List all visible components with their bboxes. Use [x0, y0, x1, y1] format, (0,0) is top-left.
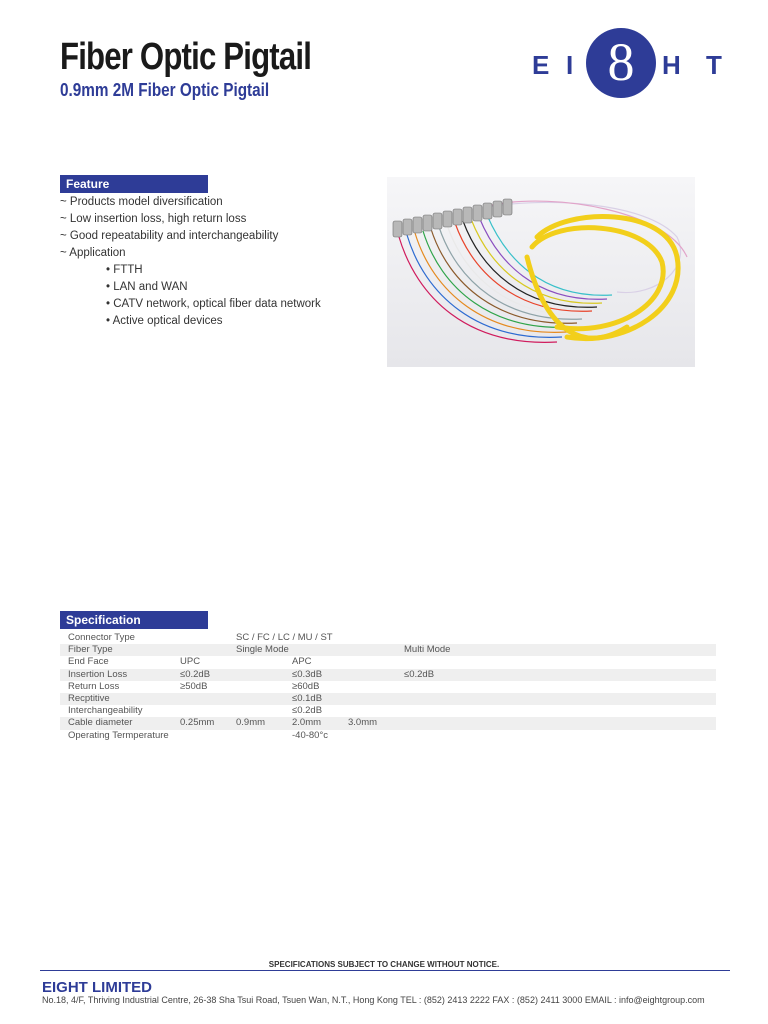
spec-cell: UPC	[180, 656, 201, 668]
spec-cell: APC	[292, 656, 312, 668]
company-name: EIGHT LIMITED	[42, 979, 152, 996]
spec-label: Interchangeability	[68, 705, 143, 717]
spec-label: Return Loss	[68, 680, 120, 692]
spec-cell: ≥60dB	[292, 680, 320, 692]
application-item: • Active optical devices	[106, 315, 223, 327]
spec-cell: ≤0.1dB	[292, 692, 323, 704]
table-row	[60, 632, 716, 644]
logo-letter-e: E	[532, 50, 550, 80]
footer-divider	[40, 970, 730, 971]
spec-cell: ≤0.2dB	[180, 668, 211, 680]
spec-label: Operating Termperature	[68, 729, 169, 741]
eight-logo	[530, 28, 730, 98]
spec-label: Recptitive	[68, 692, 110, 704]
table-row	[60, 693, 716, 705]
spec-cell: 0.9mm	[236, 717, 266, 729]
spec-cell: -40-80°c	[292, 729, 329, 741]
table-row	[60, 681, 716, 693]
spec-cell: 3.0mm	[348, 717, 378, 729]
table-row	[60, 669, 716, 681]
feature-item: ~ Application	[60, 247, 126, 259]
page-subtitle: 0.9mm 2M Fiber Optic Pigtail	[60, 80, 270, 100]
logo-letter-i: I	[566, 50, 574, 80]
logo-letter-h: H	[662, 50, 681, 80]
spec-cell: ≤0.3dB	[292, 668, 323, 680]
spec-cell: Single Mode	[236, 644, 289, 656]
table-row	[60, 644, 716, 656]
table-row	[60, 730, 716, 742]
feature-item: ~ Low insertion loss, high return loss	[60, 213, 247, 225]
spec-cell: ≤0.2dB	[404, 668, 435, 680]
spec-cell: ≤0.2dB	[292, 705, 323, 717]
table-row	[60, 717, 716, 729]
application-item: • CATV network, optical fiber data network	[106, 298, 321, 310]
spec-cell: 2.0mm	[292, 717, 322, 729]
feature-heading: Feature	[60, 175, 208, 193]
specification-table	[60, 632, 716, 742]
application-item: • LAN and WAN	[106, 281, 188, 293]
feature-item: ~ Good repeatability and interchangeability	[60, 230, 279, 242]
spec-label: Cable diameter	[68, 717, 133, 729]
spec-cell: SC / FC / LC / MU / ST	[236, 632, 333, 643]
feature-item: ~ Products model diversification	[60, 196, 223, 208]
notice-text: SPECIFICATIONS SUBJECT TO CHANGE WITHOUT NOTICE.	[268, 960, 500, 969]
table-row	[60, 705, 716, 717]
application-item: • FTTH	[106, 264, 143, 276]
spec-cell: 0.25mm	[180, 717, 215, 729]
spec-cell: ≥50dB	[180, 680, 208, 692]
spec-label: Insertion Loss	[68, 668, 128, 680]
logo-eight-glyph: 8	[607, 32, 635, 92]
product-photo	[387, 177, 695, 367]
logo-letter-t: T	[706, 50, 722, 80]
table-row	[60, 656, 716, 668]
pigtail-illustration	[387, 177, 695, 367]
spec-cell: Multi Mode	[404, 644, 451, 656]
spec-label: End Face	[68, 656, 109, 668]
company-address: No.18, 4/F, Thriving Industrial Centre, 26-38 Sha Tsui Road, Tsuen Wan, N.T., Hong Kong TEL : (852) 2413 2222 FAX : (852) 2411 3000 EMAIL : info@eightgroup.com	[42, 995, 705, 1005]
specification-heading: Specification	[60, 611, 208, 629]
page-title: Fiber Optic Pigtail	[60, 36, 312, 78]
feature-list	[60, 194, 321, 330]
spec-label: Connector Type	[68, 632, 135, 643]
spec-label: Fiber Type	[68, 644, 113, 656]
